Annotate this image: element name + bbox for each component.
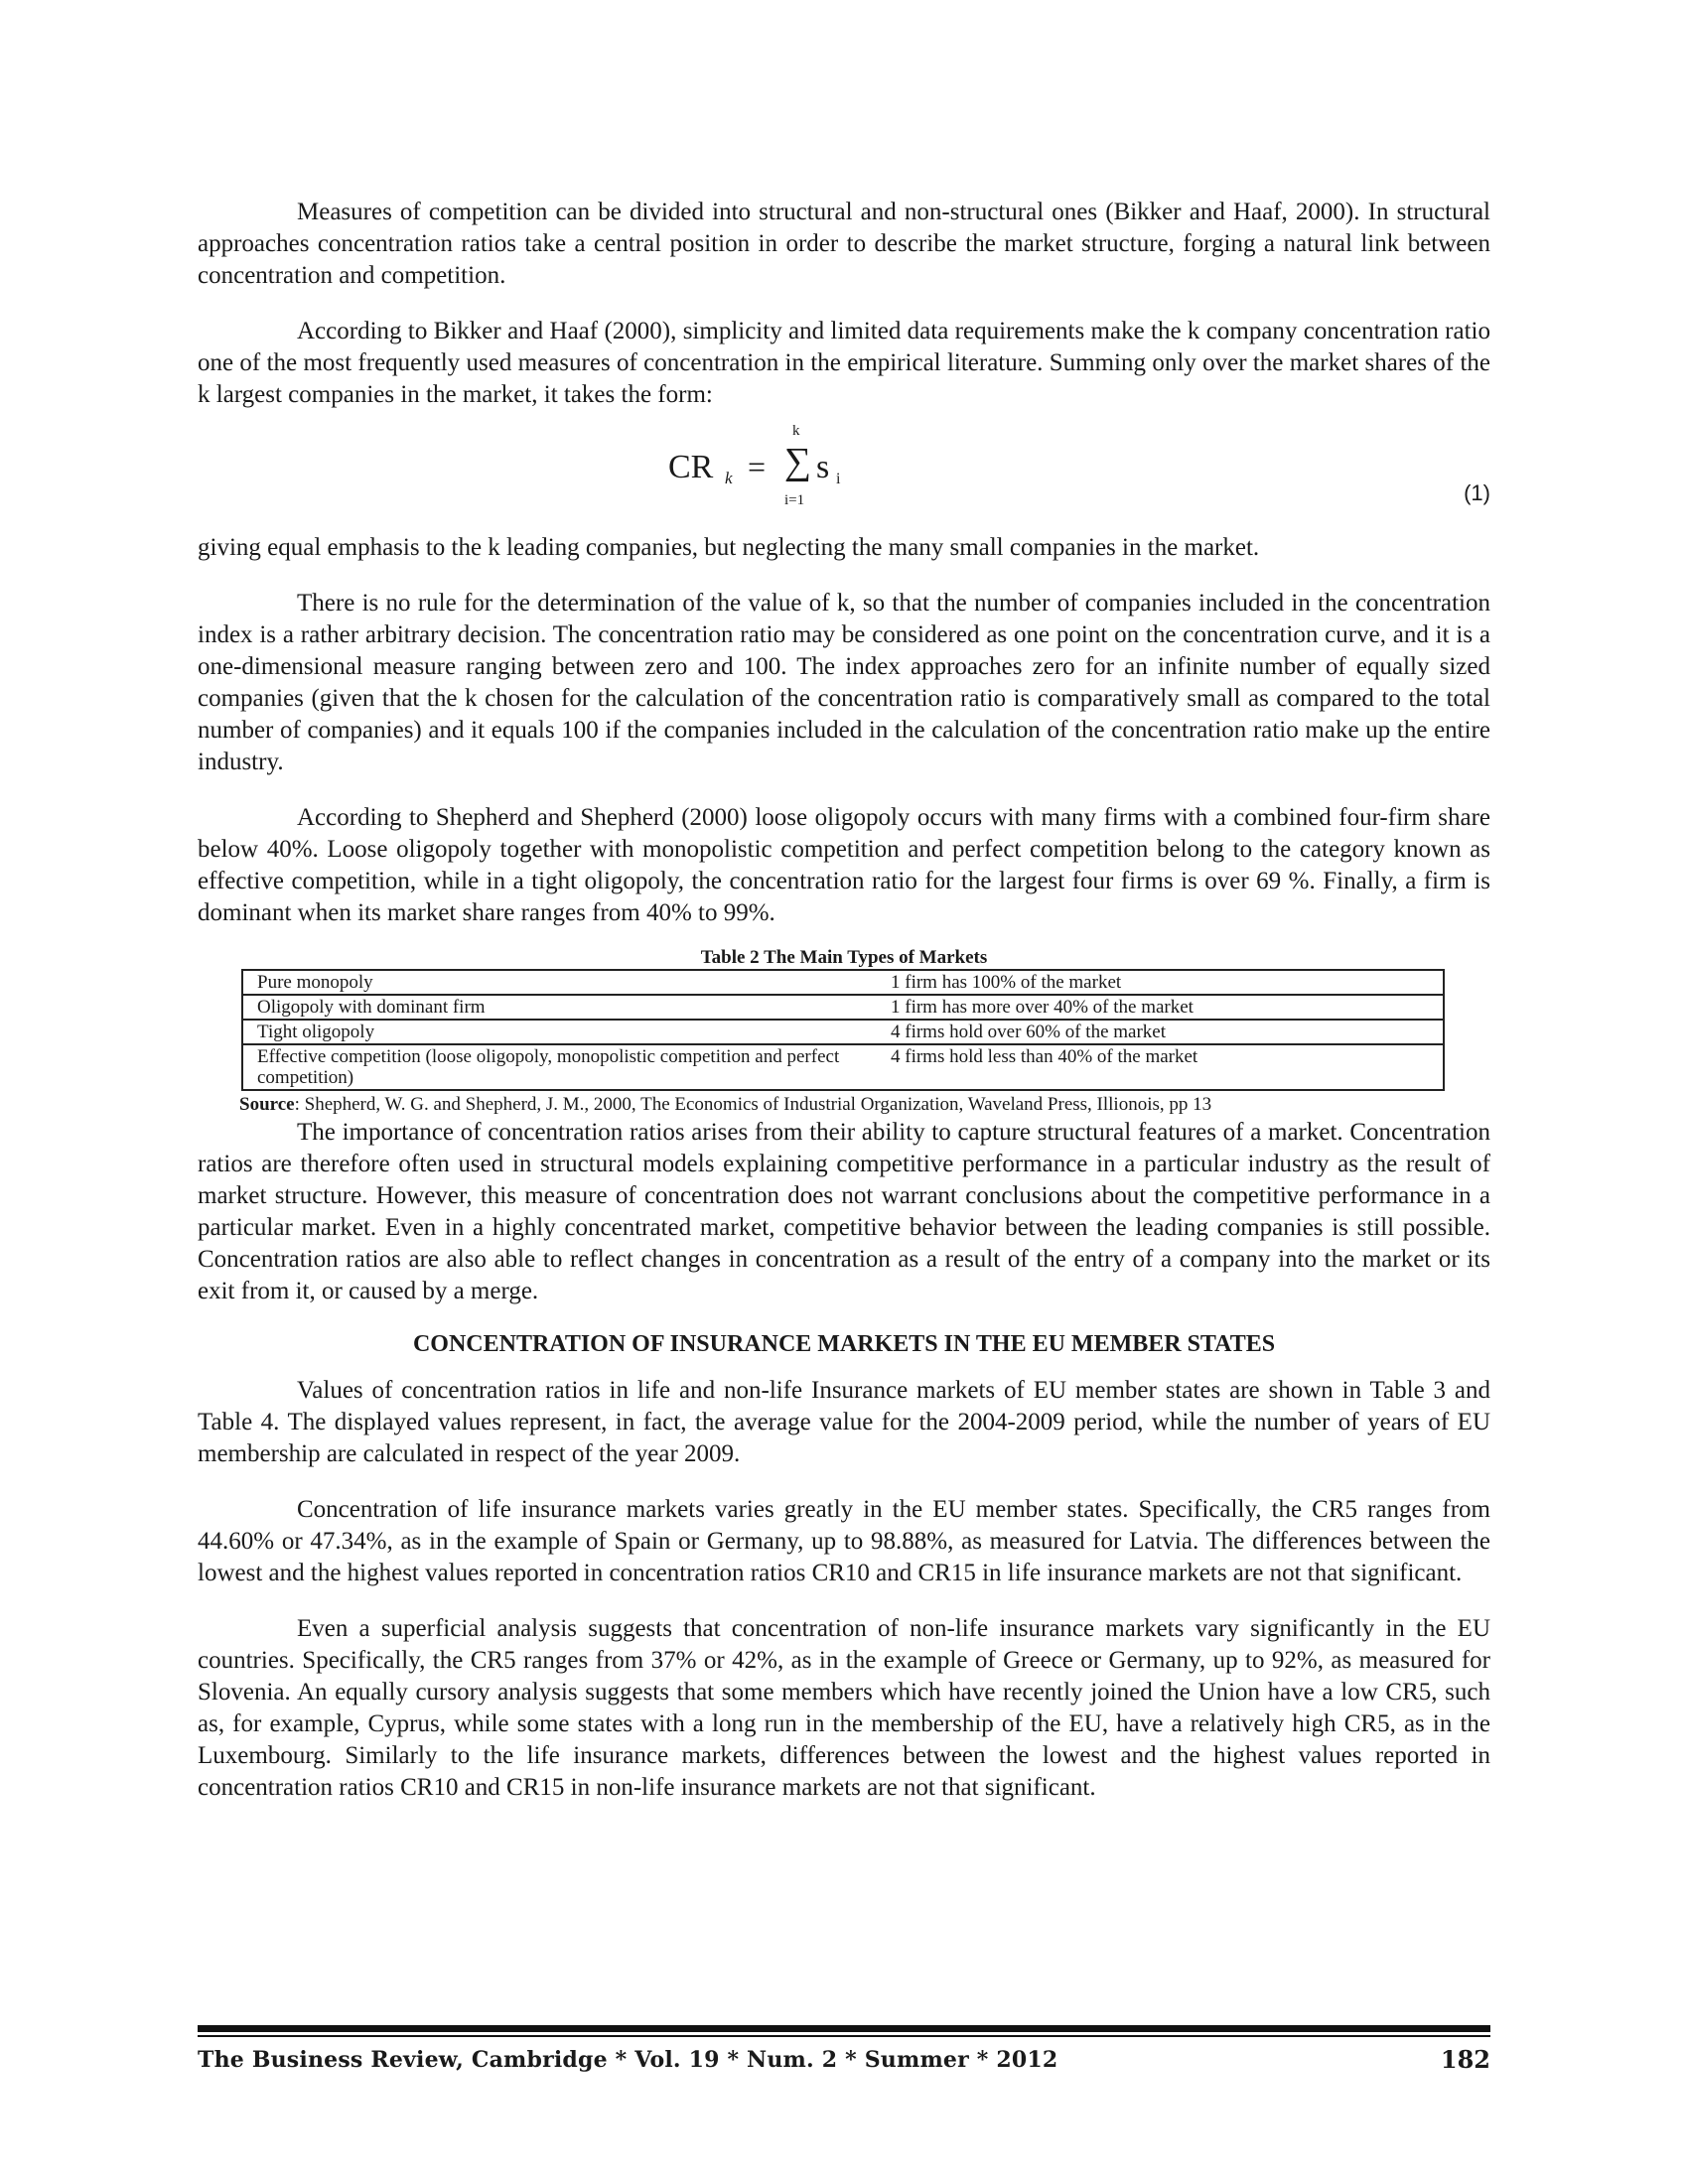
section-heading: CONCENTRATION OF INSURANCE MARKETS IN THE EU MEMBER STATES	[412, 1331, 1276, 1357]
table-cell: Oligopoly with dominant firm	[242, 995, 877, 1020]
formula-term-subscript: i	[836, 471, 841, 487]
summation-symbol: ∑	[784, 441, 812, 482]
equation-block	[198, 423, 1490, 532]
source-label: Source	[239, 1094, 295, 1115]
table-row	[242, 970, 1444, 995]
source-text: : Shepherd, W. G. and Shepherd, J. M., 2000, The Economics of Industrial Organization, Waveland Press, Illionois, pp 13	[294, 1094, 1212, 1115]
sum-lower-limit: i=1	[784, 492, 805, 508]
paragraph: giving equal emphasis to the k leading companies, but neglecting the many small companies in the market.	[198, 534, 1260, 561]
table-cell: 4 firms hold over 60% of the market	[877, 1020, 1444, 1044]
table-source	[239, 1093, 1490, 1117]
table-cell: 4 firms hold less than 40% of the market	[877, 1044, 1444, 1090]
paragraph: The importance of concentration ratios arises from their ability to capture structural features of a market. Concentration ratios are therefore often used in structural models explaining competitive performance in a particular industry as the result of market structure. However, this measure of concentration does not warrant conclusions about the competitive performance in a particular market. Even in a highly concentrated market, competitive behavior between the leading companies is still possible. Concentration ratios are also able to reflect changes in concentration as a result of the entry of a company into the market or its exit from it, or caused by a merge.	[198, 1119, 1490, 1304]
equation-number: (1)	[1464, 480, 1490, 505]
footer-rule	[198, 2035, 1490, 2037]
formula-lhs: CR	[668, 449, 714, 485]
formula-equals: =	[748, 449, 767, 484]
table-row	[242, 995, 1444, 1020]
page-number: 182	[1440, 2045, 1490, 2074]
table-row	[242, 1044, 1444, 1090]
footer-rule	[198, 2025, 1490, 2032]
page-body	[198, 197, 1490, 1804]
table-row	[242, 1020, 1444, 1044]
paragraph: According to Bikker and Haaf (2000), simplicity and limited data requirements make the k company concentration ratio one of the most frequently used measures of concentration in the empirical literature. Summing only over the market shares of the k largest companies in the market, it takes the form:	[198, 318, 1490, 408]
paragraph: Measures of competition can be divided into structural and non-structural ones (Bikker and Haaf, 2000). In structural approaches concentration ratios take a central position in order to describe the market structure, forging a natural link between concentration and competition.	[198, 199, 1490, 289]
paragraph: Values of concentration ratios in life and non-life Insurance markets of EU member states are shown in Table 3 and Table 4. The displayed values represent, in fact, the average value for the 2004-2009 period, while the number of years of EU membership are calculated in respect of the year 2009.	[198, 1377, 1490, 1467]
table-cell: Tight oligopoly	[242, 1020, 877, 1044]
table-cell: 1 firm has 100% of the market	[877, 970, 1444, 995]
journal-footer: The Business Review, Cambridge * Vol. 19 * Num. 2 * Summer * 2012	[198, 2047, 1058, 2073]
table-cell: 1 firm has more over 40% of the market	[877, 995, 1444, 1020]
paragraph: Even a superficial analysis suggests that concentration of non-life insurance markets vary significantly in the EU countries. Specifically, the CR5 ranges from 37% or 42%, as in the example of Greece or Germany, up to 92%, as measured for Slovenia. An equally cursory analysis suggests that some members which have recently joined the Union have a low CR5, such as, for example, Cyprus, while some states with a long run in the membership of the EU, have a relatively high CR5, as in the Luxembourg. Similarly to the life insurance markets, differences between the lowest and the highest values reported in concentration ratios CR10 and CR15 in non-life insurance markets are not that significant.	[198, 1615, 1490, 1801]
table-cell: Effective competition (loose oligopoly, monopolistic competition and perfect competition)	[242, 1044, 877, 1090]
table-cell: Pure monopoly	[242, 970, 877, 995]
concentration-ratio-formula	[668, 423, 887, 522]
formula-lhs-subscript: k	[725, 469, 733, 487]
sum-upper-limit: k	[792, 423, 800, 439]
paragraph: Concentration of life insurance markets varies greatly in the EU member states. Specifically, the CR5 ranges from 44.60% or 47.34%, as in the example of Spain or Germany, up to 98.88%, as measured for Latvia. The differences between the lowest and the highest values reported in concentration ratios CR10 and CR15 in life insurance markets are not that significant.	[198, 1496, 1490, 1586]
table-caption: Table 2 The Main Types of Markets	[700, 947, 988, 968]
market-types-table	[241, 969, 1445, 1091]
formula-term: s	[816, 449, 830, 485]
paragraph: According to Shepherd and Shepherd (2000) loose oligopoly occurs with many firms with a combined four-firm share below 40%. Loose oligopoly together with monopolistic competition and perfect competition belong to the category known as effective competition, while in a tight oligopoly, the concentration ratio for the largest four firms is over 69 %. Finally, a firm is dominant when its market share ranges from 40% to 99%.	[198, 804, 1490, 926]
paragraph: There is no rule for the determination of the value of k, so that the number of companies included in the concentration index is a rather arbitrary decision. The concentration ratio may be considered as one point on the concentration curve, and it is a one-dimensional measure ranging between zero and 100. The index approaches zero for an infinite number of equally sized companies (given that the k chosen for the calculation of the concentration ratio is comparatively small as compared to the total number of companies) and it equals 100 if the companies included in the calculation of the concentration ratio make up the entire industry.	[198, 590, 1490, 775]
